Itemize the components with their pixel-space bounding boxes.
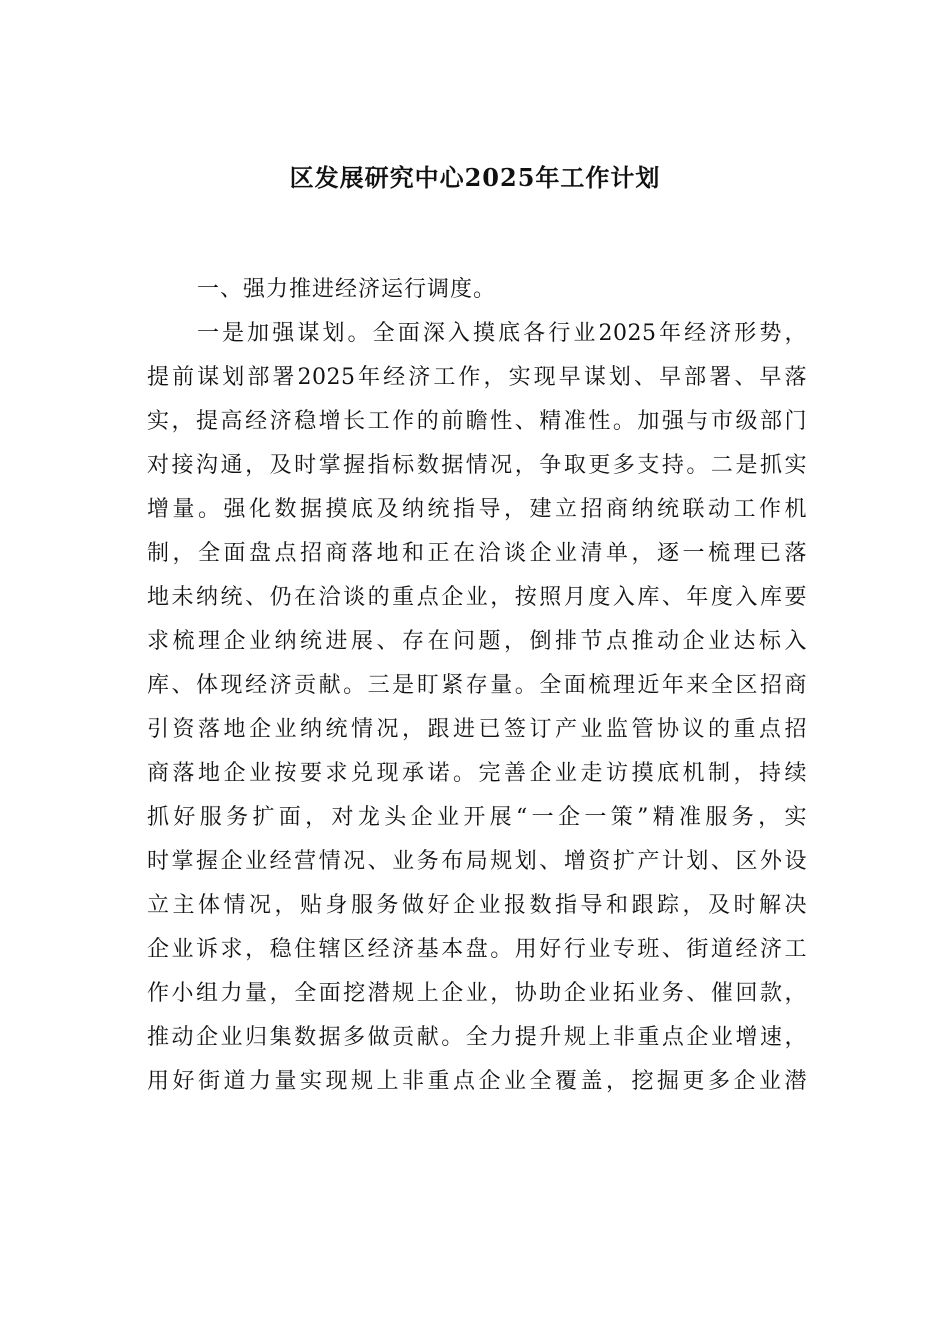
body-line: 作小组力量，全面挖潜规上企业，协助企业拓业务、催回款，: [147, 981, 807, 1006]
body-line: 抓好服务扩面，对龙头企业开展“一企一策”精准服务，实: [147, 805, 807, 830]
body-line: 引资落地企业纳统情况，跟进已签订产业监管协议的重点招: [147, 717, 807, 742]
body-line: 制，全面盘点招商落地和正在洽谈企业清单，逐一梳理已落: [147, 541, 807, 566]
body-line: 立主体情况，贴身服务做好企业报数指导和跟踪，及时解决: [147, 893, 807, 918]
document-body: [147, 268, 807, 1104]
body-line: 推动企业归集数据多做贡献。全力提升规上非重点企业增速，: [147, 1025, 807, 1050]
body-line: 对接沟通，及时掌握指标数据情况，争取更多支持。二是抓实: [147, 453, 807, 478]
body-line: 地未纳统、仍在洽谈的重点企业，按照月度入库、年度入库要: [147, 585, 807, 610]
body-line: 实，提高经济稳增长工作的前瞻性、精准性。加强与市级部门: [147, 409, 807, 434]
body-line: 提前谋划部署2025年经济工作，实现早谋划、早部署、早落: [147, 365, 807, 390]
body-line: 库、体现经济贡献。三是盯紧存量。全面梳理近年来全区招商: [147, 673, 807, 698]
body-line: 求梳理企业纳统进展、存在问题，倒排节点推动企业达标入: [147, 629, 807, 654]
body-line: 商落地企业按要求兑现承诺。完善企业走访摸底机制，持续: [147, 761, 807, 786]
body-line: 用好街道力量实现规上非重点企业全覆盖，挖掘更多企业潜: [147, 1069, 807, 1094]
body-line: 时掌握企业经营情况、业务布局规划、增资扩产计划、区外设: [147, 849, 807, 874]
section-heading: 一、强力推进经济运行调度。: [197, 277, 497, 302]
body-line: 增量。强化数据摸底及纳统指导，建立招商纳统联动工作机: [147, 497, 807, 522]
document-title: 区发展研究中心2025年工作计划: [289, 163, 661, 192]
body-line: 一是加强谋划。全面深入摸底各行业2025年经济形势，: [197, 321, 807, 346]
body-line: 企业诉求，稳住辖区经济基本盘。用好行业专班、街道经济工: [147, 937, 807, 962]
